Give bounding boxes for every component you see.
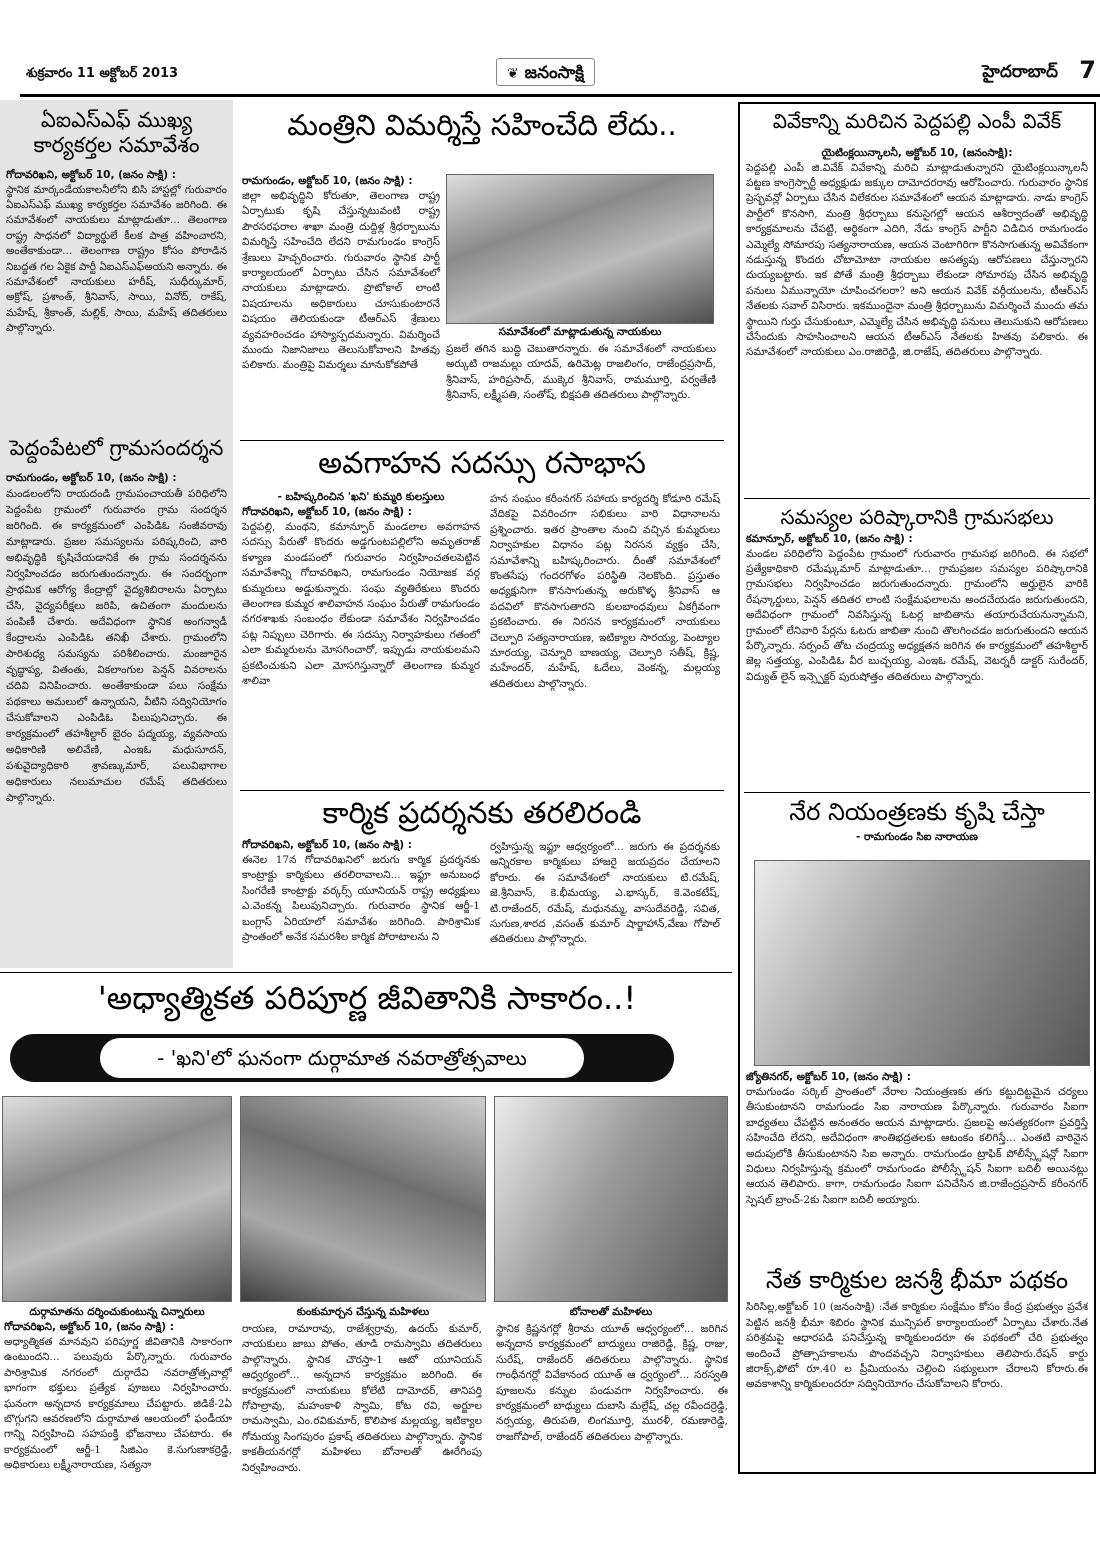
article-procession <box>240 796 724 972</box>
article-procession-body1: ఈనెల 17న గోదావరిఖనిలో జరుగు కార్మిక ప్రదర్శనకు కాంట్రాక్టు కార్మికులు తరలిరావాలని... ఇఫ్టూ అనుబంధ సింగరేణి కాంట్రాక్టు వర్కర్స్ యూనియన్ రాష్ట్ర అధ్యక్షులు ఎ.వెంకన్న పిలుపునిచ్చారు. గురువారం స్థానిక ఆర్జీ-1 బంగ్లాస్ ఏరియాలో సమావేశం జరిగింది. పారిశ్రామిక ప్రాంతంలో అనేక సమరశీల కార్మిక పోరాటాలను ని <box>242 854 480 944</box>
article-vivek-body: పెద్దపల్లి ఎంపీ జి.వివేక్ వివేకాన్ని మరిచి మాట్లాడుతున్నారని యైటింక్లయిన్కాలనీ పట్టణ కాంగ్రెస్పార్టీ అధ్యక్షుడు జక్కుల దామోదరరావు ఆరోపించారు. గురువారం స్థానిక ప్రెస్భవన్లో ఏర్పాటు చేసిన విలేకరుల సమావేశంలో ఆయన మాట్లాడారు. నాడు కాంగ్రెస్ పార్టీలో కొనసాగి, మంత్రి శ్రీధర్బాబు కనుసైగల్లో ఆయన ఆశీర్వాదంతో అభివృద్ధి కార్యక్రమాలను చేపట్టి, అర్థికంగా ఎదిగి, నేడు కాంగ్రెస్ పార్టీని విడిచిన రామగుండం ఎమ్మెల్యే సోమారపు సత్యనారాయణ, ఆయన వెంటాగిరిగా కొనసాగుతున్న అవివేకంగా నడుస్తున్న కొందరు చోటామోటా నాయకుల అసత్యపు ఆరోపణలు చేస్తున్నారని దుయ్యబట్టారు. ఇక పోతే మంత్రి శ్రీధర్బాబు లేకుండా సోమారపు చేసిన అభివృద్ధి పనులు ఏమున్నాయో చూపించగలరా? అని ఆయన వివేక్ వర్గీయులను, టీఆర్ఎస్ నేతలకు సవాల్ విసిరారు. ఇకముందైనా మంత్రి శ్రీధర్బాబును విమర్శించే ముందు తమ స్థాయిని గుర్తు చేసుకుంటూ, ఎమ్మెల్యే చేసిన అభివృద్ధి పనులు తెలుసుకుని ఆరోపణలు చేసేందుకు సాహసించాలని ఆయన టీఆర్ఎస్ నేతలకు హితవు పలికారు. ఈ సమావేశంలో నాయకులు ఎం.రాజిరెడ్డి, జి.రాజేష్, తదితరులు పాల్గొన్నారు. <box>746 161 1088 359</box>
article-gramasabha-title: సమస్యల పరిష్కారానికి గ్రామసభలు <box>780 506 1054 529</box>
bonalu-caption: బోనాలతో మహిళలు <box>569 1306 653 1318</box>
article-crime-control-body: రామగుండం సర్కిల్ ప్రాంతంలో నేరాల నియంత్రణకు తగు కట్టుదిట్టమైన చర్యలు తీసుకుంటానని రామగుండం సిఐ నారాయణ పేర్కొన్నారు. గురువారం సిఐగా బాధ్యతలు చేపట్టిన అనంతరం ఆయన మాట్లాడారు. ప్రజలపై అసత్యకరంగా ప్రవర్తిస్తే సహించేది లేదని, అదేవిధంగా శాంతిభద్రతలకు ఆటంకం కలిగిస్తే... ఎంతటి వారినైన అదుపులోకి తీసుకుంటానని సిఐ అన్నారు. రామగుండం ట్రాఫిక్ పోలీస్స్టేషన్లో సిఐగా విధులు నిర్వహిస్తున్న క్రమంలో రామగుండం పోలీస్స్టేషన్ సిఐగా బదిలీ అయినట్లు ఆయన తెలిపారు. కాగా, రామగుండం సిఐగా పనిచేసిన జి.రాజేంద్రప్రసాద్ కరీంనగర్ స్పెషల్ బ్రాంచ్-2కు సిఐగా బదిలీ అయ్యారు. <box>746 1086 1088 1206</box>
paper-name: జనంసాక్షి <box>524 63 585 83</box>
divider-gramasabha <box>744 792 1090 793</box>
article-seminar <box>240 446 724 786</box>
divider-feature <box>0 972 732 973</box>
article-vivek-byline: యైటింక్లయిన్కాలనీ, అక్టోబర్ 10, (జనంసాక్షి): <box>821 146 1013 159</box>
page-number: 7 <box>1079 56 1096 84</box>
article-gramasabha <box>746 506 1088 790</box>
feature-body3: స్థానిక క్రిష్ణనగర్లో శ్రీరామ యూత్ ఆధ్వర్యంలో... జరిగిన అన్నదాన కార్యక్రమంలో బాద్యులు రాజిరెడ్డి, క్రిష్ణ, రాజు, సురేష్, రాజేందర్ తదితరులు పాల్గొన్నారు. స్థానిక గాంధీనగర్లో వివేకానంద యూత్ ఆ ధ్వర్యంలో... సరస్వతి పూజలను కన్నుల పండువగా నిర్వహించారు. ఈ కార్యక్రమంలో బాధ్యులు దుబాసి మల్లేష్, చల్ల రవీందర్రెడ్డి, నర్సయ్య, తిరుపతి, లింగమూర్తి, మురళీ, రమణారెడ్డి, రాజగోపాల్, రాజేందర్ తదితరులు పాల్గొన్నారు. <box>496 1323 728 1443</box>
article-peddampeta-byline: రామగుండం, అక్టోబర్ 10, (జనం సాక్షి) : <box>6 471 177 484</box>
kumkumarchana-caption: కుంకుమార్చన చేస్తున్న మహిళలు <box>296 1306 430 1318</box>
article-peddampeta-title: పెద్దంపేటలో గ్రామసందర్శన <box>9 436 224 460</box>
city-name: హైదరాబాద్ <box>982 62 1058 82</box>
masthead <box>20 52 1100 94</box>
article-gramasabha-byline: కమాన్పూర్, అక్టోబర్ 10, (జనం సాక్షి) : <box>746 532 913 545</box>
divider-vivek <box>744 498 1090 499</box>
article-minister-body1: జిల్లా అభివృద్ధిని కోరుతూ, తెలంగాణ రాష్ట్ర ఏర్పాటుకు కృషి చేస్తున్నటువంటి రాష్ట్ర పౌరసరఫరాల శాఖా మంత్రి దుద్దిళ్ల శ్రీధర్బాబును విమర్శిస్తే సహించేది లేదని రామగుండం కాంగ్రెస్ శ్రేణులు హెచ్చరించారు. గురువారం స్థానిక పార్టీ కార్యాలయంలో ఏర్పాటు చేసిన సమావేశంలో నాయకులు మాట్లాడారు. ప్రొటోకాల్ లాంటి విషయాలను అధికారులు చూసుకుంటారనే విషయం తెలియకుండా టీఆర్ఎస్ శ్రేణులు వ్యవహరించడం హాస్యాస్పదమన్నారు. విమర్శించే ముందు నిజానిజాలు తెలుసుకోవాలని హితవు పలికారు. మంత్రిపై విమర్శలు మానుకోకపోతే <box>242 190 440 372</box>
feature-col1 <box>4 1320 232 1480</box>
feature-banner-text: - 'ఖని'లో ఘనంగా దుర్గామాత నవరాత్రోత్సవాలు <box>100 1038 584 1078</box>
issue-date: శుక్రవారం 11 అక్టోబర్ 2013 <box>26 66 179 81</box>
meeting-photo-caption: సమావేశంలో మాట్లాడుతున్న నాయకులు <box>498 326 662 338</box>
feature-headline: 'అధ్యాత్మికత పరిపూర్ణ జీవితానికి సాకారం..! <box>97 980 637 1017</box>
article-aisf-body: స్థానిక మార్కండేయకాలనీలోని బిసి హాస్టల్లో గురువారం ఏఐఎస్ఎఫ్ ముఖ్య కార్యకర్తల సమావేశం జరిగింది. ఈ సమావేశంలో నాయకులు మాట్లాడుతూ... తెలంగాణ రాష్ట్ర సాధనలో విద్యార్థులే కీలక పాత్ర వహించారని, అంతేకాకుండా... తెలంగాణ రాష్ట్రం కోసం పోరాడిన నిబద్ధత గల ఏకైక పార్టీ ఏఐఎస్ఎఫ్అయని అన్నారు. ఈ సమావేశంలో నాయకులు హరీష్, సుధీర్కుమార్, అక్రోష్, ప్రశాంత్, శ్రీనివాస్, సాయి, వినోద్, రాకేష్, మహేష్, శ్రీకాంత్, మల్లిక్, సాయి, మహేష్ తదితరులు పాల్గొన్నారు. <box>6 183 227 335</box>
children-darshan-photo <box>2 1096 232 1302</box>
feature-body1: అధ్యాత్మికత మానవుని పరిపూర్ణ జీవితానికి సాకారంగా ఉంటుందని... పలువురు పేర్కొన్నారు. గురువారం పారిశ్రామిక నగరంలో దుర్గాదేవి నవరాత్రోత్సవాల్లో భాగంగా భక్తులు ప్రత్యేక పూజలు నిర్వహించారు. ఘనంగా అన్నదాన కార్యక్రమాలు చేపట్టారు. జిడికే-2ఏ బొగ్గుగని ఆవరణలోని దుర్గామాత ఆలయంలో ఫండీయా గాన్ని నిర్వహించి సహపంక్తి భోజనాలు చేపటారు. ఈ కార్యక్రమంలో ఆర్జీ-1 సిజిఎం కె.సుగుణాకర్రెడ్డి, అధికారులు లక్ష్మీనారాయణ, సత్యనా <box>4 1336 232 1472</box>
article-janasri-body: సిరిసిల్ల,అక్టోబర్ 10 (జనంసాక్షి) :నేత కార్మికుల సంక్షేమం కోసం కేంద్ర ప్రభుత్వం ప్రవేశ పెట్టిన జనశ్రీ భీమా శిబిరం స్థానిక మున్సిపల్ కార్యాలయంలో ఏర్పాటు చేశారు.నేత పరిశ్రమపై ఆధారపడి పనిచేస్తున్న కార్మికులందరూ ఈ పథకంలో చేరి ప్రభుత్వం అందించే ప్రోత్సాహకాలను పొందవచ్చని నిర్వాహకులు తెలిపారు.రేషన్ కార్డు జిరాక్స్,ఫోటో రూ.40 ల ప్రీమియంను చెల్లించి సభ్యులుగా చేరాలని కోరారు.ఈ అవకాశాన్ని కార్మికులందరూ సద్వినియోగం చేసుకోవాలని కోరారు. <box>746 1301 1088 1391</box>
article-peddampeta <box>6 436 227 964</box>
article-minister <box>240 108 724 436</box>
article-peddampeta-body: మండలంలోని రాయదండి గ్రామపంచాయతీ పరిధిలోని పెద్దంపేట గ్రామంలో గురువారం గ్రామ సందర్శన జరిగింది. ఈ కార్యక్రమంలో ఎంపిడిఓ సంజీవరావు మాట్లాడారు. ప్రజల సమస్యలను పరిష్కరించి, వారి అభివృద్ధికి కృషిచేయడానికే ఈ గ్రామ సందర్శనను నిర్వహించడం జరుగుతుందన్నారు. ఈ సందర్భంగా ప్రాథమిక ఆరోగ్య కేంద్రాల్లో వైద్యశిబిరాలను ఏర్పాటు చేసి, వైద్యపరీక్షలు జరిపి, ఉచితంగా మందులను పంపిణీ చేశారు. అదేవిధంగా స్థానిక అంగన్వాడీ కేంద్రాలను ఎంపిడిఓ తనిఖీ చేశారు. గ్రామంలోని పారిశుధ్య సమస్యను పరిశీలించారు. మంజూరైన వృద్ధాప్య, వితంతు, వికలాంగుల పెన్షన్ వివరాలను చదివి వినిపించారు. అంతేకాకుండా పలు సంక్షేమ పథకాలు అమలులో ఉన్నాయని, వీటిని సద్వినియోగం చేసుకోవాలని ఎంపిడిఓ పిలుపునిచ్చారు. ఈ కార్యక్రమంలో తహశీల్దార్ బైరం పద్మయ్య, వ్యవసాయ అధికారిణి అలివేణి, ఎంఇఓ మధుసూదన్, పశువైద్యాధికారి శ్రావణ్కుమార్, పలువిభాగాల అధికారులు నలుమాచుల రమేష్ తదితరులు పాల్గొన్నారు. <box>6 487 227 804</box>
divider-minister <box>240 440 724 441</box>
paper-logo <box>496 58 595 86</box>
ci-portrait-photo <box>754 860 1090 1066</box>
article-seminar-title: అవగాహన సదస్సు రసాభాస <box>318 446 646 481</box>
article-gramasabha-body: మండల పరిధిలోని పెద్దంపేట గ్రామంలో గురువారం గ్రామసభ జరిగింది. ఈ సభలో ప్రత్యేకాధికారి రమేష్కుమార్ మాట్లాడుతూ... గ్రామప్రజల సమస్యల పరిష్కారానికి గ్రామసభలు నిర్వహించడం జరుగుతుందన్నారు. గ్రామంలోని అర్హులైన వారికి రేషన్కార్డులు, పెన్షన్ తదితర లాంటి సంక్షేమఫలాలను అందచేయడం జరుగుతుందని, అదేవిధంగా గ్రామంలో నివసిస్తున్న ఓటర్ల జాబితాను తయారుచేయనున్నామని, గ్రామంలో లేనివారి పేర్లను ఓటరు జాబితా నుంచి తొలగించడం జరుగుతుందని ఆయన పేర్కొన్నారు. సర్పంచ్ తోట చంద్రయ్య అధ్యక్షతన జరిగిన ఈ కార్యక్రమంలో తహశీల్దార్ జెల్ల సత్తయ్య, ఎంపిడిఓ వీర బుచ్చయ్య, ఎంఇఓ రమేష్, వెటర్నరీ డాక్టర్ సురేందర్, విద్యుత్ లైన్ ఇన్స్పెక్టర్ పురుషోత్తం తదితరులు పాల్గొన్నారు. <box>746 547 1088 683</box>
article-vivek-title: వివేకాన్ని మరిచిన పెద్దపల్లి ఎంపీ వివేక్ <box>772 110 1062 133</box>
article-seminar-byline: గోదావరిఖని, అక్టోబర్ 10, (జనం సాక్షి) : <box>242 506 412 518</box>
leaf-icon: ❦ <box>507 66 519 82</box>
feature-byline: గోదావరిఖని, అక్టోబర్ 10, (జనం సాక్షి) : <box>4 1321 174 1333</box>
article-seminar-subhead: - బహిష్కరించిన 'ఖని' కుమ్మరి కులస్తులు <box>277 491 445 503</box>
kumkumarchana-photo <box>240 1096 486 1302</box>
article-aisf <box>6 108 227 436</box>
article-aisf-title: ఏఐఎస్ఎఫ్ ముఖ్య కార్యకర్తల సమావేశం <box>33 108 200 157</box>
article-seminar-body2: హన సంఘం కరీంనగర్ సహాయ కార్యదర్శి కోడూరి రమేష్ వేదికపై వివరించగా సభికులు వారి విధానాలను ప్రశ్నించారు. ఇతర ప్రాంతాల నుంచి వచ్చిన కుమ్మరులు నిర్వాహకుల విధానం పట్ల నిరసన వ్యక్తం చేసి, సమావేశాన్ని బహిష్కరించారు. దీంతో సమావేశంలో కొంతసేపు గందరగోళం పరిస్థితి నెలకొంది. ప్రస్తుతం అధ్యక్షునిగా కొనసాగుతున్న అరుకొళ్ళ శ్రీనివాస్ ఆ పదవిలో కొనసాగుతారని కులబాంధవులు ఏకగ్రీవంగా ప్రకటించారు. ఈ నిరసన కార్యక్రమంలో నాయకులు చెల్పూరి సత్యనారాయణ, ఇటిక్యాల సారయ్య, పెంట్యాల మారయ్య, చెన్నూరి బాణయ్య, చెల్పూరి సతీష్, క్రిష్ణ, మహేందర్, మహేష్, ఓదేలు, వెంకన్న, మల్లయ్య తదితరులు పాల్గొన్నారు. <box>490 493 720 690</box>
article-crime-control-title: నేర నియంత్రణకు కృషి చేస్తా <box>789 798 1045 826</box>
article-minister-byline: రామగుండం, అక్టోబర్ 10, (జనం సాక్షి) : <box>242 175 413 187</box>
article-minister-title: మంత్రిని విమర్శిస్తే సహించేది లేదు.. <box>287 108 677 142</box>
feature-banner <box>10 1034 674 1082</box>
meeting-photo <box>446 174 714 324</box>
article-minister-body2: ప్రజలే తగిన బుద్ధి చెబుతారన్నారు. ఈ సమావేశంలో నాయకులు అర్కుటి రాజమల్లు యాదవ్, ఉరిమెట్ల రాజలింగం, రాజేంద్రప్రసాద్, శ్రీనివాస్, హరిప్రసాద్, ముక్కెర శ్రీనివాస్, రామమూర్తి, పర్వతేణి శ్రీనివాస్, లక్ష్మీపతి, సంతోష్, బిక్షపతి తదితరులు పాల్గొన్నారు. <box>446 343 716 402</box>
article-crime-control-subhead: - రామగుండం సిఐ నారాయణ <box>856 831 978 844</box>
divider-seminar <box>240 790 724 791</box>
article-procession-body2: ర్వహిస్తున్న ఇఫ్టూ ఆధ్వర్యంలో... జరుగు ఈ ప్రదర్శనకు అన్నిరకాల కార్మికులు హాజరై జయప్రదం చేయాలని కోరారు. ఈ సమావేశంలో నాయకులు టి.రమేష్, జె.శ్రీనివాస్, కె.భీమయ్య, ఎ.భాస్కర్, కె.వెంకటేష్, టి.రాజేందర్, రమేష్, మధునమ్మ, వాసుదేవరెడ్డి, సవిత, సుగుణ,శారద ,వసంత్ కుమార్ షార్జాహాన్,వేణు గోపాల్ తదితరులు పాల్గొన్నారు. <box>490 841 720 946</box>
article-vivek <box>746 110 1088 488</box>
article-seminar-body1: పెద్దపల్లి, మంథని, కమాన్పూర్ మండలాల అవగాహన సదస్సు పేరుతో కొందరు అడ్డగుంటపల్లిలోని అమృతరాజ్ కళ్యాణ మండపంలో గురువారం నిర్వహించతలపెట్టిన సమావేశాన్ని గోదావరిఖని, రామగుండం నియోజక వర్గ కుమ్మరులు అడ్డుకున్నారు. సంఘ వ్యతిరేకులు కొందరు తెలంగాణ కుమ్మర శాలివాహన సంఘం పేరుతో రామగుండం నగరశాఖకు సంబంధం లేకుండా సమావేశం నిర్వహించడం పట్ల నిప్పులు చెరిగారు. ఈ సదస్సు నిర్వాహకులు గతంలో ఎలా కుమ్మరులను మోసగించారో, ఇప్పుడు నాయకులమని ప్రకటించుకుని ఎలా మోసగిస్తున్నారో తెలంగాణ కుమ్మర శాలివా <box>242 521 480 688</box>
children-photo-caption: దుర్గామాతను దర్శించుకుంటున్న చిన్నారులు <box>29 1306 205 1318</box>
feature-body2: రాయణ, రామారావు, రాజేశ్వర్రావు, ఉదయ్ కుమార్, నాయకులు జాబు పోతం, తూడి రామస్వామి తదితరులు పాల్గొన్నారు. స్థానిక చౌరస్తా-1 ఆటో యూనియన్ ఆధ్వర్యంలో... అన్నదాన కార్యక్రమం జరిగింది. ఈ కార్యక్రమంలో నాయకులు కోలేటి దామోదర్, తానిపర్తి గోపాల్రావు, మహంకాళి స్వామి, కోట రవి, అర్జూల రామస్వామి, ఎం.రవికుమార్, కొలిపాక మల్లయ్య, ఇటిక్యాల గోమయ్య సింగపురం ప్రకాష్ తదితరులు పాల్గొన్నారు. స్థానిక కాకతీయనగర్లో మహిళలు బోనాలతో ఊరేగింపు నిర్వహించారు. <box>242 1323 482 1474</box>
bonalu-photo <box>494 1096 728 1302</box>
article-janasri <box>746 1266 1088 1470</box>
article-aisf-byline: గోదావరిఖని, అక్టోబర్ 10, (జనం సాక్షి) : <box>6 168 176 181</box>
article-janasri-title: నేత కార్మికుల జనశ్రీ భీమా పథకం <box>765 1266 1069 1294</box>
article-procession-title: కార్మిక ప్రదర్శనకు తరలిరండి <box>322 796 642 831</box>
article-procession-byline: గోదావరిఖని, అక్టోబర్ 10, (జనం సాక్షి) : <box>242 839 412 851</box>
masthead-rule <box>20 94 1100 97</box>
article-crime-control-byline: జ్యోతినగర్, అక్టోబర్ 10, (జనం సాక్షి) : <box>746 1071 911 1083</box>
